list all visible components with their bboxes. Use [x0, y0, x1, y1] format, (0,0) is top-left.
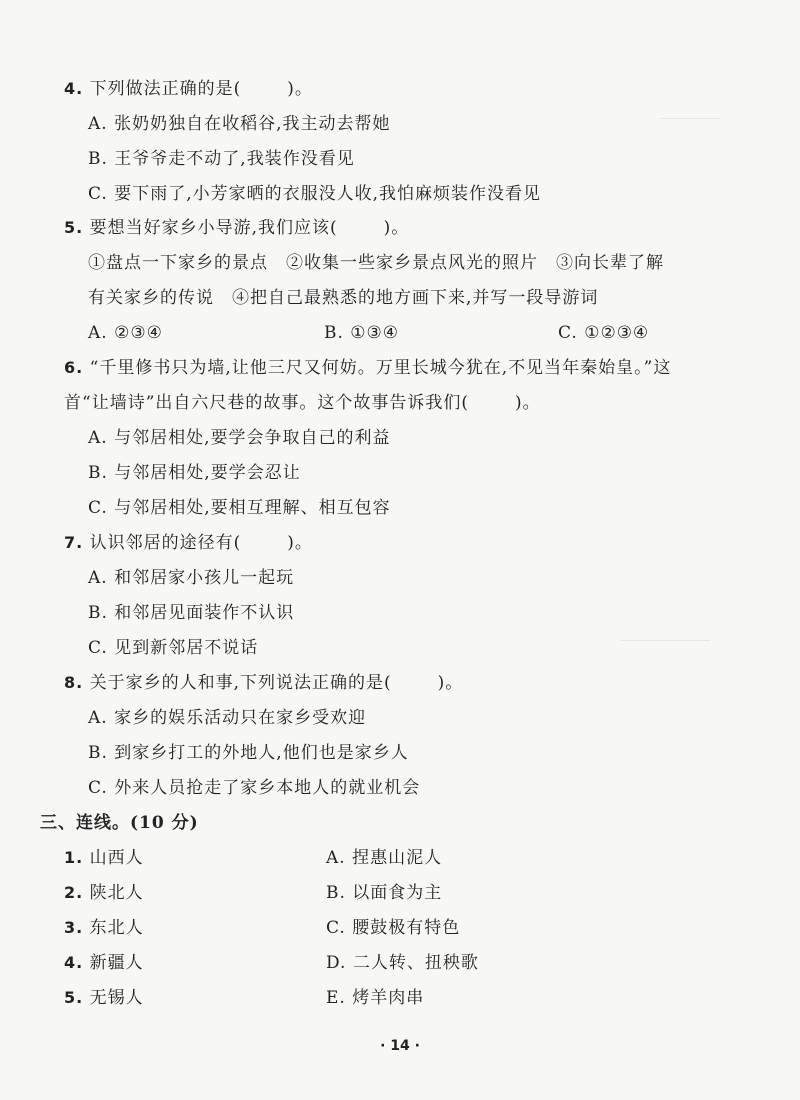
item-number: 2. [64, 883, 84, 902]
question-text: 要想当好家乡小导游,我们应该( [89, 218, 338, 238]
match-left-item-4[interactable] [64, 952, 144, 974]
question-5-items-line-1: ①盘点一下家乡的景点 ②收集一些家乡景点风光的照片 ③向长辈了解 [88, 253, 664, 273]
match-right-item-a[interactable]: A. 捏惠山泥人 [326, 848, 443, 868]
match-right-item-c[interactable]: C. 腰鼓极有特色 [326, 918, 461, 938]
item-text: 山西人 [89, 848, 144, 868]
question-5-option-b: B. ①③④ [324, 323, 400, 343]
question-number: 6. [64, 358, 84, 377]
bleed-through-mark [620, 640, 710, 641]
question-4-option-b: B. 王爷爷走不动了,我装作没看见 [88, 149, 355, 169]
question-4-stem [64, 78, 313, 100]
question-number: 8. [64, 673, 84, 692]
question-number: 4. [64, 79, 84, 98]
question-5-stem [64, 217, 409, 239]
question-6-stem-line-1 [64, 357, 671, 379]
question-text-end: )。 [287, 533, 313, 553]
question-5-option-a: A. ②③④ [88, 323, 163, 343]
match-left-item-2[interactable] [64, 882, 144, 904]
question-8-option-c: C. 外来人员抢走了家乡本地人的就业机会 [88, 778, 421, 798]
question-4-option-c: C. 要下雨了,小芳家晒的衣服没人收,我怕麻烦装作没看见 [88, 184, 542, 204]
question-8-stem [64, 672, 463, 694]
item-text: 新疆人 [89, 953, 144, 973]
question-text-end: )。 [383, 218, 410, 238]
item-number: 4. [64, 953, 84, 972]
question-5-option-c: C. ①②③④ [558, 323, 650, 343]
match-right-item-d[interactable]: D. 二人转、扭秧歌 [326, 953, 479, 973]
question-4-option-a: A. 张奶奶独自在收稻谷,我主动去帮她 [88, 114, 391, 134]
question-7-option-b: B. 和邻居见面装作不认识 [88, 603, 295, 623]
question-number: 7. [64, 533, 84, 552]
match-right-item-b[interactable]: B. 以面食为主 [326, 883, 443, 903]
item-text: 无锡人 [89, 988, 144, 1008]
question-6-option-c: C. 与邻居相处,要相互理解、相互包容 [88, 498, 391, 518]
question-6-option-b: B. 与邻居相处,要学会忍让 [88, 463, 301, 483]
question-8-option-b: B. 到家乡打工的外地人,他们也是家乡人 [88, 743, 409, 763]
question-text: “千里修书只为墙,让他三尺又何妨。万里长城今犹在,不见当年秦始皇。”这 [89, 358, 672, 378]
question-text-end: )。 [515, 393, 541, 413]
question-text: 首“让墙诗”出自六尺巷的故事。这个故事告诉我们( [64, 393, 470, 413]
item-number: 5. [64, 988, 84, 1007]
section-3-title: 三、连线。(10 分) [40, 813, 199, 833]
question-text-end: )。 [437, 673, 464, 693]
question-6-stem-line-2 [64, 392, 541, 414]
match-left-item-3[interactable] [64, 917, 144, 939]
question-7-option-a: A. 和邻居家小孩儿一起玩 [88, 568, 295, 588]
item-number: 1. [64, 848, 84, 867]
match-left-item-1[interactable] [64, 847, 144, 869]
item-number: 3. [64, 918, 84, 937]
question-text: 关于家乡的人和事,下列说法正确的是( [89, 673, 392, 693]
page-number: · 14 · [380, 1038, 420, 1054]
item-text: 东北人 [89, 918, 144, 938]
question-7-stem [64, 532, 313, 554]
question-7-option-c: C. 见到新邻居不说话 [88, 638, 259, 658]
match-left-item-5[interactable] [64, 987, 144, 1009]
match-right-item-e[interactable]: E. 烤羊肉串 [326, 988, 425, 1008]
question-text: 认识邻居的途径有( [89, 533, 242, 553]
question-number: 5. [64, 218, 84, 237]
bleed-through-mark [660, 118, 720, 119]
question-text-end: )。 [287, 79, 313, 99]
question-6-option-a: A. 与邻居相处,要学会争取自己的利益 [88, 428, 391, 448]
question-8-option-a: A. 家乡的娱乐活动只在家乡受欢迎 [88, 708, 367, 728]
item-text: 陕北人 [89, 883, 144, 903]
question-5-items-line-2: 有关家乡的传说 ④把自己最熟悉的地方画下来,并写一段导游词 [88, 288, 599, 308]
question-text: 下列做法正确的是( [89, 79, 242, 99]
